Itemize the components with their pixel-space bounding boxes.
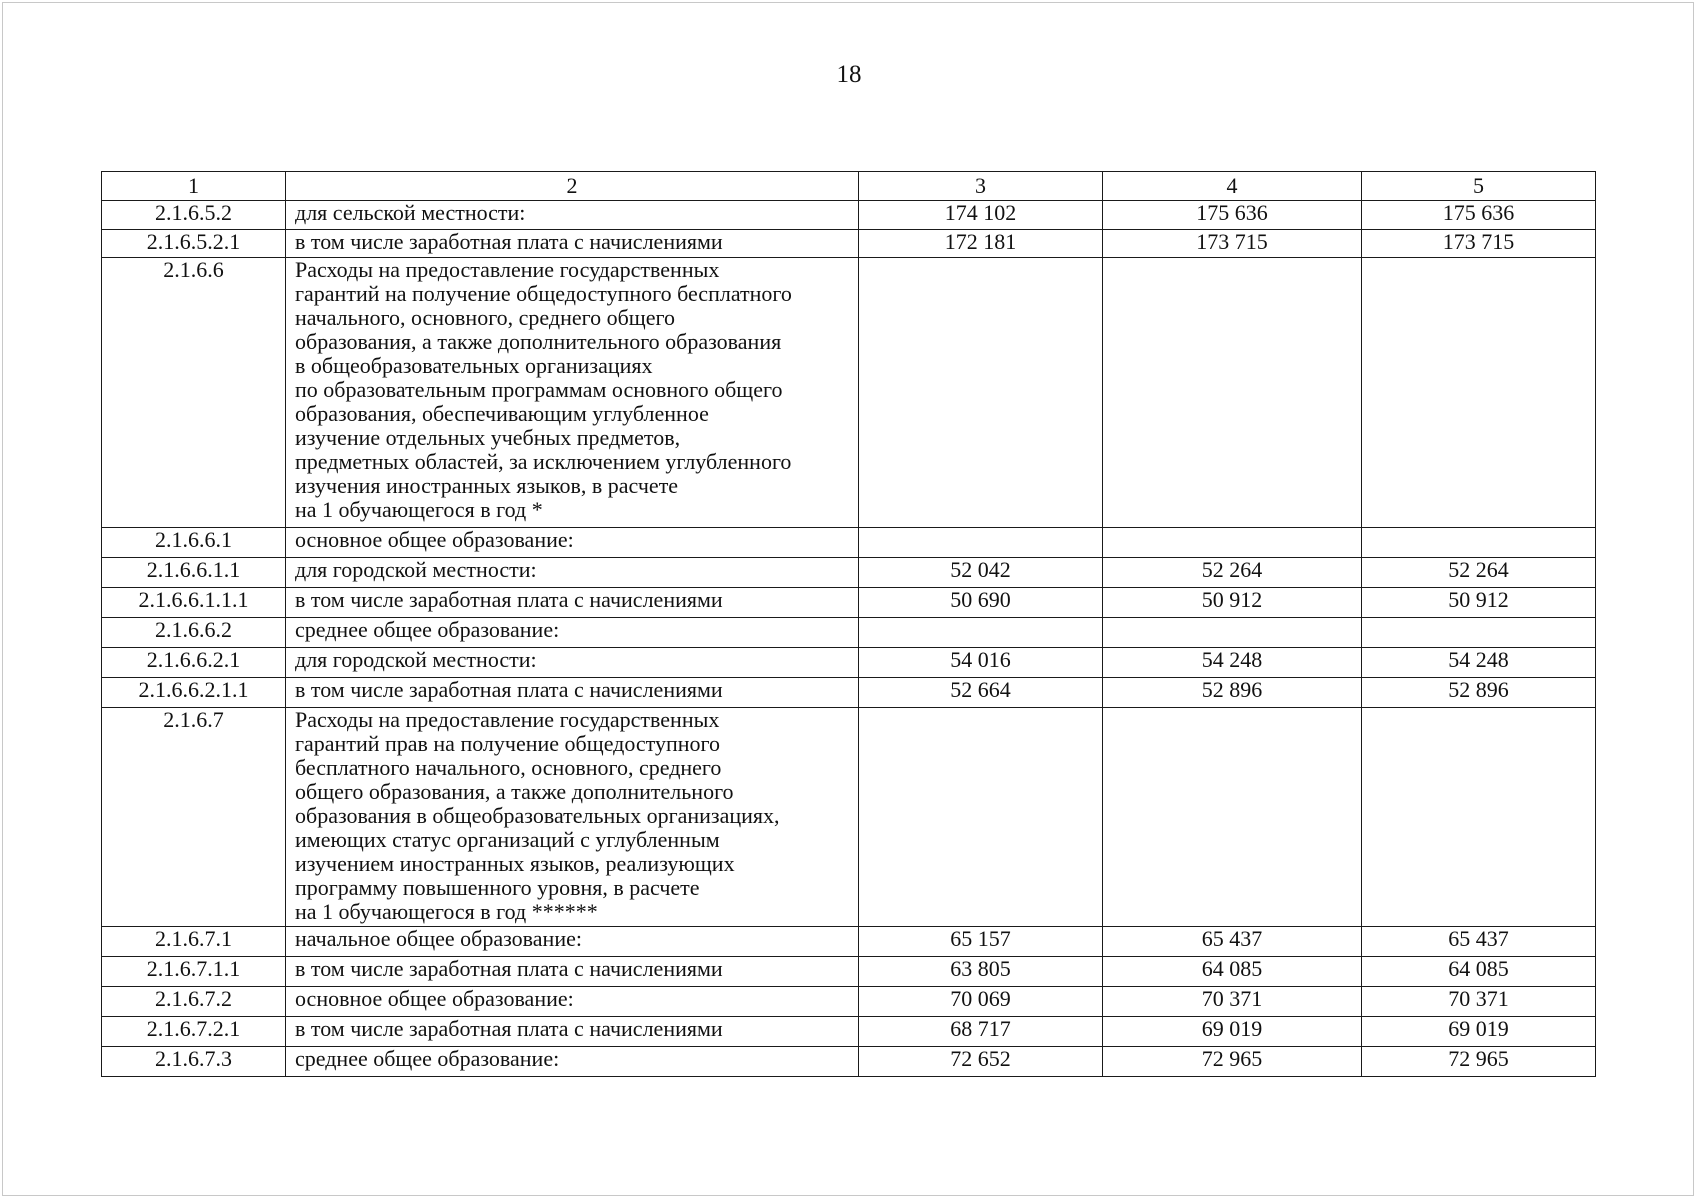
description-line: программу повышенного уровня, в расчете <box>295 875 700 900</box>
data-table <box>101 171 1596 1077</box>
row-value-col-4 <box>1103 708 1362 927</box>
row-value-col-5: 54 248 <box>1362 648 1596 678</box>
header-cell-5: 5 <box>1362 172 1596 201</box>
row-value-col-3: 52 042 <box>859 558 1103 588</box>
row-description-cell <box>286 588 859 618</box>
table-row <box>102 528 1596 558</box>
row-description-cell <box>286 230 859 258</box>
row-code-cell: 2.1.6.6 <box>102 258 286 528</box>
row-description-cell <box>286 201 859 230</box>
table-row <box>102 648 1596 678</box>
row-value-col-3 <box>859 528 1103 558</box>
description-line: имеющих статус организаций с углубленным <box>295 827 720 852</box>
row-value-col-3: 63 805 <box>859 957 1103 987</box>
description-line: изучением иностранных языков, реализующих <box>295 851 735 876</box>
row-value-col-5 <box>1362 258 1596 528</box>
row-value-col-5: 52 264 <box>1362 558 1596 588</box>
description-line: среднее общее образование: <box>295 1046 560 1071</box>
description-line: в том числе заработная плата с начислениями <box>295 1016 723 1041</box>
row-value-col-5: 50 912 <box>1362 588 1596 618</box>
row-value-col-5: 70 371 <box>1362 987 1596 1017</box>
row-code-cell: 2.1.6.7 <box>102 708 286 927</box>
row-value-col-5: 65 437 <box>1362 927 1596 957</box>
header-cell-2: 2 <box>286 172 859 201</box>
row-value-col-3: 65 157 <box>859 927 1103 957</box>
description-line: изучение отдельных учебных предметов, <box>295 425 681 450</box>
row-description-cell <box>286 258 859 528</box>
description-line: общего образования, а также дополнительного <box>295 779 734 804</box>
description-line: в том числе заработная плата с начислениями <box>295 677 723 702</box>
row-value-col-3: 72 652 <box>859 1047 1103 1077</box>
table-body <box>102 172 1596 1077</box>
description-line: образования в общеобразовательных организациях, <box>295 803 780 828</box>
description-line: гарантий прав на получение общедоступного <box>295 731 721 756</box>
row-value-col-3: 172 181 <box>859 230 1103 258</box>
description-line: среднее общее образование: <box>295 617 560 642</box>
row-value-col-3 <box>859 258 1103 528</box>
table-header-row <box>102 172 1596 201</box>
description-line: по образовательным программам основного общего <box>295 377 783 402</box>
table-row <box>102 708 1596 927</box>
row-value-col-3: 174 102 <box>859 201 1103 230</box>
row-description-cell <box>286 648 859 678</box>
table-row <box>102 678 1596 708</box>
row-value-col-4: 54 248 <box>1103 648 1362 678</box>
row-value-col-5: 173 715 <box>1362 230 1596 258</box>
description-line: образования, обеспечивающим углубленное <box>295 401 709 426</box>
header-cell-1: 1 <box>102 172 286 201</box>
row-value-col-3 <box>859 618 1103 648</box>
description-line: Расходы на предоставление государственных <box>295 707 720 732</box>
row-code-cell: 2.1.6.6.2 <box>102 618 286 648</box>
row-code-cell: 2.1.6.7.3 <box>102 1047 286 1077</box>
row-code-cell: 2.1.6.6.2.1.1 <box>102 678 286 708</box>
row-description-cell <box>286 558 859 588</box>
row-code-cell: 2.1.6.7.1.1 <box>102 957 286 987</box>
row-description-cell <box>286 957 859 987</box>
row-description-cell <box>286 618 859 648</box>
row-value-col-3: 52 664 <box>859 678 1103 708</box>
row-value-col-4: 64 085 <box>1103 957 1362 987</box>
row-description-cell <box>286 678 859 708</box>
row-description-cell <box>286 927 859 957</box>
header-cell-4: 4 <box>1103 172 1362 201</box>
row-description-cell <box>286 1017 859 1047</box>
page-number: 18 <box>836 61 862 88</box>
row-value-col-4 <box>1103 258 1362 528</box>
row-code-cell: 2.1.6.6.1.1.1 <box>102 588 286 618</box>
row-value-col-5: 64 085 <box>1362 957 1596 987</box>
description-line: бесплатного начального, основного, среднего <box>295 755 722 780</box>
table-row <box>102 957 1596 987</box>
description-line: Расходы на предоставление государственных <box>295 257 720 282</box>
row-value-col-3: 50 690 <box>859 588 1103 618</box>
row-code-cell: 2.1.6.7.1 <box>102 927 286 957</box>
table-row <box>102 558 1596 588</box>
row-value-col-5: 72 965 <box>1362 1047 1596 1077</box>
row-value-col-4: 72 965 <box>1103 1047 1362 1077</box>
row-value-col-5 <box>1362 708 1596 927</box>
row-value-col-3: 68 717 <box>859 1017 1103 1047</box>
table-row <box>102 201 1596 230</box>
description-line: на 1 обучающегося в год * <box>295 497 543 522</box>
table-row <box>102 618 1596 648</box>
row-value-col-4: 65 437 <box>1103 927 1362 957</box>
row-code-cell: 2.1.6.6.1 <box>102 528 286 558</box>
description-line: в том числе заработная плата с начислениями <box>295 587 723 612</box>
table-row <box>102 927 1596 957</box>
description-line: начального, основного, среднего общего <box>295 305 675 330</box>
row-description-cell <box>286 528 859 558</box>
description-line: для городской местности: <box>295 647 537 672</box>
description-line: для сельской местности: <box>295 200 526 225</box>
row-value-col-5 <box>1362 528 1596 558</box>
row-description-cell <box>286 708 859 927</box>
description-line: гарантий на получение общедоступного бесплатного <box>295 281 792 306</box>
description-line: в том числе заработная плата с начислениями <box>295 956 723 981</box>
row-value-col-4: 50 912 <box>1103 588 1362 618</box>
row-value-col-4: 175 636 <box>1103 201 1362 230</box>
row-description-cell <box>286 1047 859 1077</box>
row-value-col-3: 54 016 <box>859 648 1103 678</box>
row-code-cell: 2.1.6.6.2.1 <box>102 648 286 678</box>
table-row <box>102 1047 1596 1077</box>
table-row <box>102 987 1596 1017</box>
description-line: изучения иностранных языков, в расчете <box>295 473 679 498</box>
table-row <box>102 258 1596 528</box>
row-value-col-5: 69 019 <box>1362 1017 1596 1047</box>
header-cell-3: 3 <box>859 172 1103 201</box>
description-line: основное общее образование: <box>295 986 574 1011</box>
description-line: основное общее образование: <box>295 527 574 552</box>
row-code-cell: 2.1.6.7.2 <box>102 987 286 1017</box>
description-line: на 1 обучающегося в год ****** <box>295 899 598 924</box>
row-code-cell: 2.1.6.6.1.1 <box>102 558 286 588</box>
row-value-col-4: 52 264 <box>1103 558 1362 588</box>
description-line: в общеобразовательных организациях <box>295 353 653 378</box>
description-line: предметных областей, за исключением углубленного <box>295 449 792 474</box>
row-value-col-5 <box>1362 618 1596 648</box>
description-line: образования, а также дополнительного образования <box>295 329 782 354</box>
row-value-col-3 <box>859 708 1103 927</box>
row-value-col-4 <box>1103 528 1362 558</box>
row-code-cell: 2.1.6.7.2.1 <box>102 1017 286 1047</box>
description-line: в том числе заработная плата с начислениями <box>295 229 723 254</box>
row-code-cell: 2.1.6.5.2 <box>102 201 286 230</box>
table-row <box>102 230 1596 258</box>
description-line: начальное общее образование: <box>295 926 582 951</box>
row-code-cell: 2.1.6.5.2.1 <box>102 230 286 258</box>
row-value-col-3: 70 069 <box>859 987 1103 1017</box>
row-value-col-4: 70 371 <box>1103 987 1362 1017</box>
row-description-cell <box>286 987 859 1017</box>
row-value-col-5: 175 636 <box>1362 201 1596 230</box>
row-value-col-4: 173 715 <box>1103 230 1362 258</box>
row-value-col-4 <box>1103 618 1362 648</box>
row-value-col-4: 52 896 <box>1103 678 1362 708</box>
description-line: для городской местности: <box>295 557 537 582</box>
row-value-col-5: 52 896 <box>1362 678 1596 708</box>
table-row <box>102 1017 1596 1047</box>
row-value-col-4: 69 019 <box>1103 1017 1362 1047</box>
table-row <box>102 588 1596 618</box>
